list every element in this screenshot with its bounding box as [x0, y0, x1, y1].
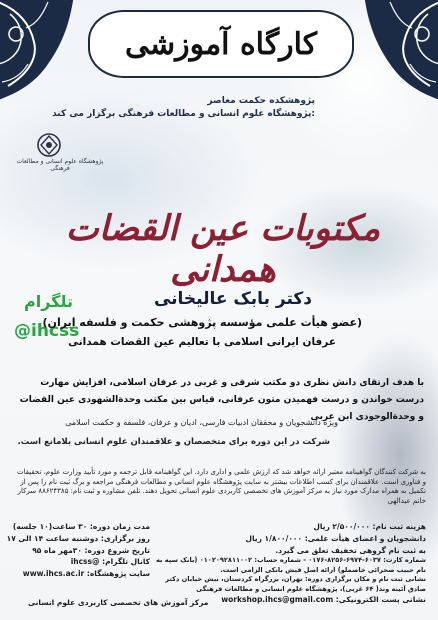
audience-line-2: شرکت در این دوره برای متخصصان و علاقمندان علوم انسانی بلامانع است. [17, 437, 330, 447]
telegram-channel[interactable]: کانال تلگرام: @ihcss [70, 557, 150, 567]
registration-fee: هزینه ثبت نام: ۲/۵۰۰/۰۰۰ ریال [313, 522, 426, 531]
org-line-1: پژوهشکده حکمت معاصر [207, 96, 315, 106]
audience-line-1: ویژه دانشجویان و محققان ادبیات فارسی، ادیان و عرفان، فلسفه و حکمت اسلامی [65, 418, 338, 427]
telegram-label: تلگرام [24, 292, 74, 311]
speaker-name: دکتر بابک عالیخانی [153, 289, 312, 309]
institute-logo [12, 132, 108, 172]
duration: مدت زمان دوره: ۳۰ ساعت(۱۰ جلسه) [12, 522, 150, 531]
certificate-info: به شرکت کنندگان گواهینامه معتبر ارائه خواهد شد که ارزش علمی و اداری دارد. این گواهینامه قابل ترجمه و مورد تأیید وزارت علوم، تحقیقات و فناوری است. علاقمندان برای کسب اطلاعات بیشتر به سایت پژوهشگاه علوم انسانی و مطالعات فرهنگی مراجعه و برگ ثبت نام را پس از تکمیل به همراه مدارک مورد نیاز به مرکز آموزش های تخصصی کاربردی علوم انسانی تحویل دهند. تلفن مشاوره و ثبت نام: ۸۸۶۲۴۳۸۵ سرکار خانم عبدالهی [17, 468, 426, 505]
group-discount: به ثبت نام گروهی تخفیف تعلق می گیرد. [275, 545, 426, 555]
institute-logo-icon [36, 132, 62, 158]
course-goal: با هدف ارتقای دانش نظری دو مکتب شرقی و غربی در عرفان اسلامی، افزایش مهارت درست خواندن و درست فهمیدن متون عرفانی، قیاس بین مکتب وحدةالشهودی عین القضات و وحدةالوجودی ابن عربی [19, 378, 424, 422]
course-details-column [6, 521, 150, 580]
workshop-title: کارگاه آموزشی [124, 26, 318, 62]
registration-address: نشانی ثبت نام و مکان برگزاری دوره: تهران، بزرگراه کردستان، نبش خیابان دکتر صادق آئینه وند( ۶۴ غربی)، پژوهشگاه علوم انسانی و مطالعات فرهنگی [165, 575, 426, 593]
institute-logo-text: پژوهشگاه علوم انسانی و مطالعات فرهنگی [16, 158, 104, 172]
faculty-fee: دانشجویان و اعضای هیأت علمی: ۱/۸۰۰/۰۰۰ ریال [245, 533, 426, 543]
contact-email[interactable]: نشانی پست الکترونیکی: workshop.ihcs@gmail.com [221, 595, 426, 605]
course-title: مکتوبات عین القضات همدانی [65, 208, 381, 290]
training-center: مرکز آموزش های تخصصی کاربردی علوم انسانی [28, 598, 209, 607]
institute-site[interactable]: سایت پژوهشگاه: www.ihcs.ac.ir [22, 569, 150, 579]
telegram-handle[interactable]: @ihcss [14, 321, 80, 341]
schedule: روز برگزاری: دوشنبه ساعت ۱۴ الی ۱۷ [6, 533, 150, 543]
registration-column [156, 521, 426, 606]
speaker-affiliation: (عضو هیأت علمی مؤسسه پژوهشی حکمت و فلسفه ایران) [42, 316, 362, 329]
payment-account: شماره کارت: ۶۰۳۷-۶۹۷۴-۸۲۵۶-۰۱۷۶ - شماره حساب: ۰۱۰۲۰۹۲۸۱۱۰۰۲ (بانک سپه به نام حبیب صحرائی خاصملو) ارائه اصل فیش بانکی الزامی است. [156, 556, 426, 574]
course-subject: عرفان ایرانی اسلامی با تعالیم عین القضات همدانی [68, 336, 336, 348]
start-date: تاریخ شروع دوره: ۳۰مهر ماه ۹۵ [32, 545, 150, 555]
arabesque-ornament-left [0, 0, 88, 102]
title-banner [88, 10, 354, 78]
arabesque-ornament-right [350, 0, 438, 102]
org-line-2: پژوهشگاه علوم انسانی و مطالعات فرهنگی برگزار می کند: [52, 109, 315, 119]
